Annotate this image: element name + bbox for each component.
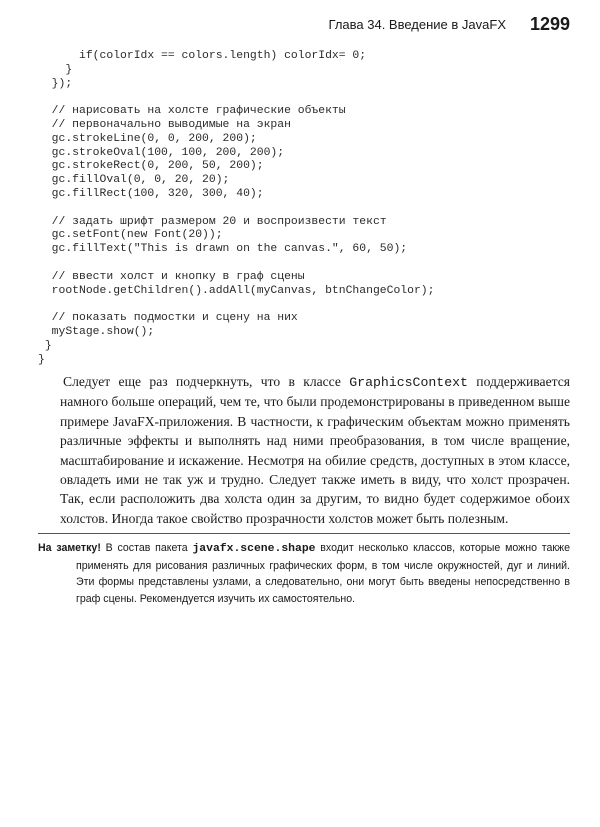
note-text-rest: входит несколько классов, которые можно также применять для рисования различных графических форм, в том числе окружностей, дуг и линий. Эти формы представлены узлами, а следовательно, они могут быть введены непосредственно в граф сцены. Рекомендуется изучить их самостоятельно. <box>76 542 570 605</box>
note-label: На заметку! <box>38 542 101 554</box>
note-divider <box>38 533 570 534</box>
class-name-graphicscontext: GraphicsContext <box>349 375 468 390</box>
note-text <box>38 540 570 607</box>
code-line: // задать шрифт размером 20 и воспроизвести текст <box>38 215 387 228</box>
code-line <box>38 202 434 216</box>
code-line: // первоначально выводимые на экран <box>38 118 291 131</box>
body-paragraph <box>60 372 570 528</box>
code-line: } <box>38 63 73 76</box>
code-line <box>38 91 434 105</box>
code-line: // нарисовать на холсте графические объекты <box>38 105 346 118</box>
code-line: gc.fillOval(0, 0, 20, 20); <box>38 174 230 187</box>
code-line <box>38 257 434 271</box>
code-line <box>38 298 434 312</box>
code-line: gc.fillText("This is drawn on the canvas.", 60, 50); <box>38 243 408 256</box>
chapter-title: Глава 34. Введение в JavaFX <box>328 17 506 32</box>
code-line: gc.strokeOval(100, 100, 200, 200); <box>38 146 285 159</box>
code-line: gc.setFont(new Font(20)); <box>38 229 223 242</box>
note-box <box>38 540 570 607</box>
code-listing <box>38 50 434 367</box>
package-name: javafx.scene.shape <box>192 543 316 555</box>
code-line: gc.strokeLine(0, 0, 200, 200); <box>38 132 257 145</box>
code-line: gc.fillRect(100, 320, 300, 40); <box>38 187 264 200</box>
note-text-start: В состав пакета <box>100 542 193 554</box>
code-line: gc.strokeRect(0, 200, 50, 200); <box>38 160 264 173</box>
code-line: } <box>38 353 45 366</box>
paragraph-text-rest: поддерживается намного больше операций, чем те, что были продемонстрированы в приведенном выше примере JavaFX-приложения. В частности, к графическим объектам можно применять различные эффекты и выполнять над ними преобразования, в том числе вращение, масштабирование и искажение. Несмотря на обилие средств, доступных в этом классе, овладеть ими не так уж и трудно. Следует также иметь в виду, что холст прозрачен. Так, если расположить два холста один за другим, то видно будет содержимое обоих холстов. Иногда такое свойство прозрачности холстов может быть полезным. <box>60 374 571 526</box>
code-line: }); <box>38 77 73 90</box>
code-line: if(colorIdx == colors.length) colorIdx= 0; <box>38 50 367 62</box>
page-header <box>330 14 570 38</box>
code-line: rootNode.getChildren().addAll(myCanvas, btnChangeColor); <box>38 284 435 297</box>
paragraph-text-start: Следует еще раз подчеркнуть, что в классе <box>63 374 350 389</box>
code-line: // показать подмостки и сцену на них <box>38 312 298 325</box>
code-line: } <box>38 339 52 352</box>
code-line: myStage.show(); <box>38 325 155 338</box>
page-number: 1299 <box>529 14 570 34</box>
code-line: // ввести холст и кнопку в граф сцены <box>38 270 305 283</box>
